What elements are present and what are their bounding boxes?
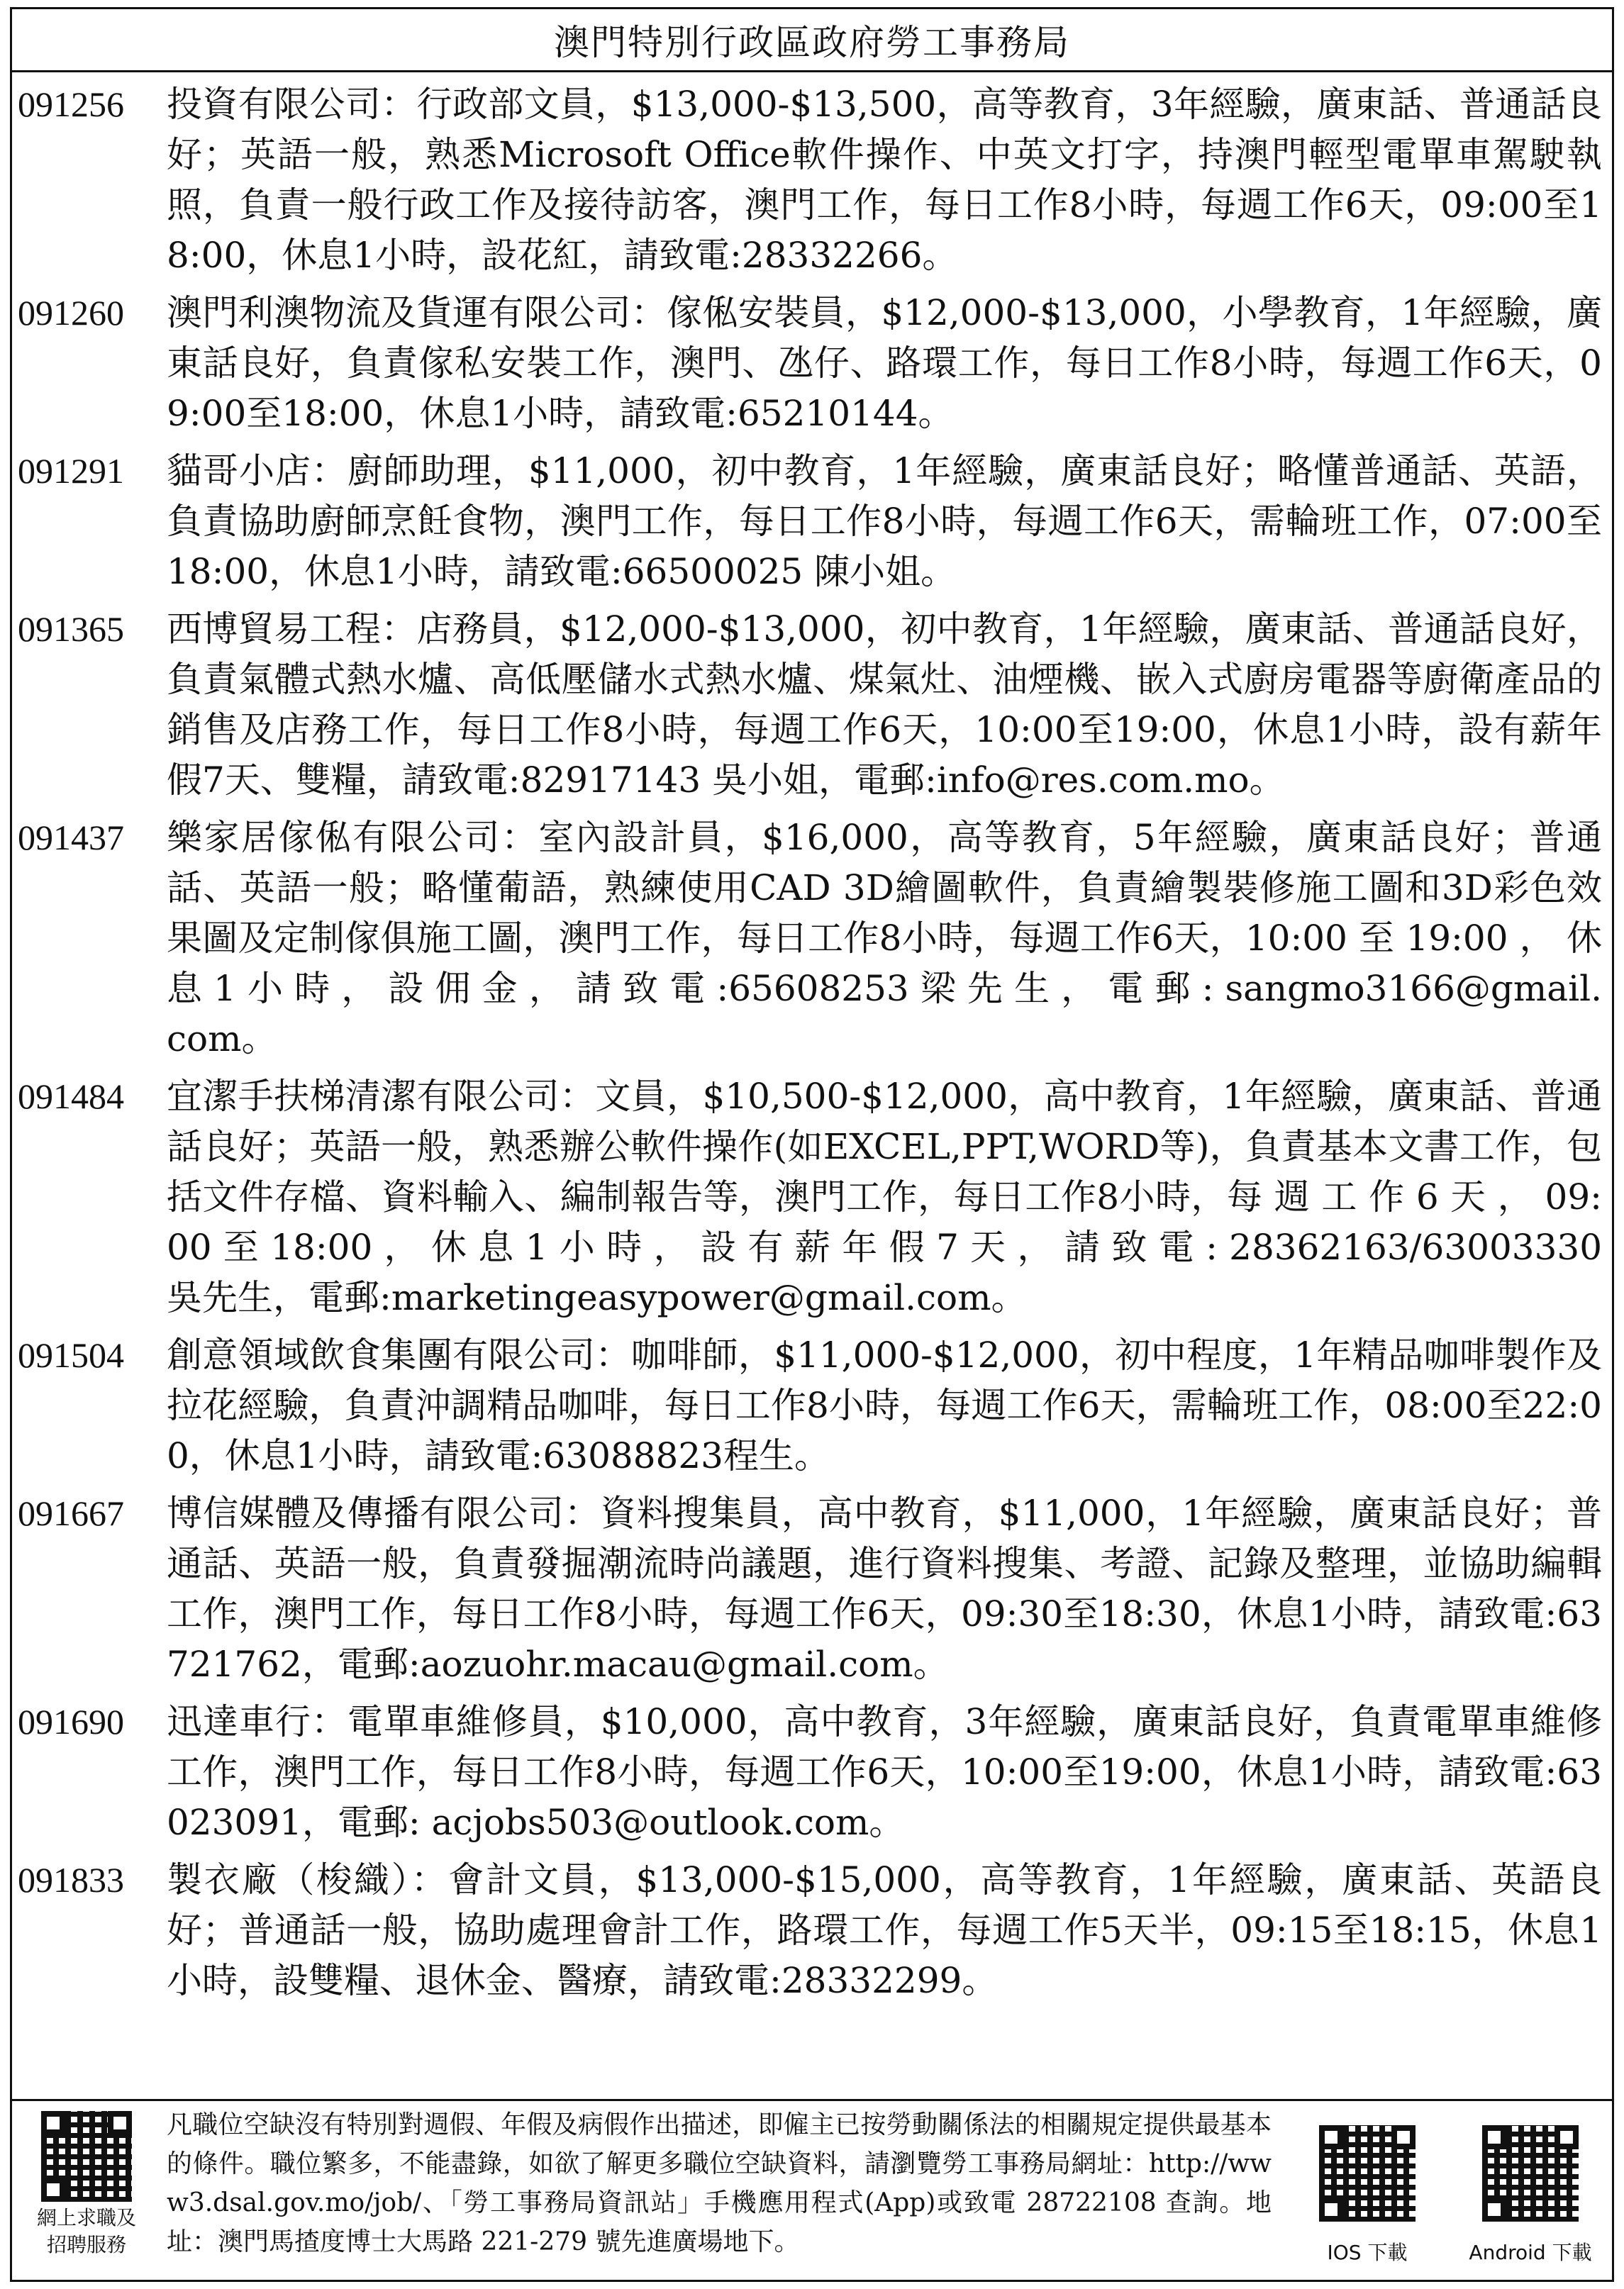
ios-download-label: IOS 下載 [1327,2241,1408,2264]
list-item [12,281,1612,439]
list-item [12,806,1612,1064]
footer-notice: 凡職位空缺沒有特別對週假、年假及病假作出描述，即僱主已按勞動關係法的相關規定提供最基本的條件。職位繁多，不能盡錄，如欲了解更多職位空缺資料，請瀏覽勞工事務局網址：http://www3.dsal.gov.mo/job/、「勞工事務局資訊站」手機應用程式(App)或致電 28722108 查詢。地址：澳門馬揸度博士大馬路 221-279 號先進廣場地下。 [167,2110,1272,2256]
job-description: 投資有限公司：行政部文員，$13,000-$13,500，高等教育，3年經驗，廣東話、普通話良好；英語一般，熟悉Microsoft Office軟件操作、中英文打字，持澳門輕型電單車駕駛執照，負責一般行政工作及接待訪客，澳門工作，每日工作8小時，每週工作6天，09:00至18:00，休息1小時，設花紅，請致電:28332266。 [167,84,1602,276]
qr-label-line-2: 招聘服務 [46,2233,126,2256]
list-item [12,72,1612,281]
list-item [12,1690,1612,1848]
job-description: 貓哥小店：廚師助理，$11,000，初中教育，1年經驗，廣東話良好；略懂普通話、英語，負責協助廚師烹飪食物，澳門工作，每日工作8小時，每週工作6天，需輪班工作，07:00至18:00，休息1小時，請致電:66500025 陳小姐。 [167,450,1602,592]
list-item [12,439,1612,597]
online-job-service-qr[interactable] [12,2101,161,2280]
job-code: 091484 [18,1076,124,1116]
list-item [12,597,1612,806]
page-title: 澳門特別行政區政府勞工事務局 [12,9,1612,72]
list-item [12,1848,1612,2006]
list-item [12,1064,1612,1323]
qr-code-icon[interactable] [1482,2125,1579,2222]
job-code: 091365 [18,609,124,649]
job-code: 091690 [18,1702,124,1742]
job-code: 091833 [18,1860,124,1900]
qr-label [37,2205,136,2259]
job-code: 091260 [18,293,124,333]
job-description: 澳門利澳物流及貨運有限公司：傢俬安裝員，$12,000-$13,000，小學教育，1年經驗，廣東話良好，負責傢私安裝工作，澳門、氹仔、路環工作，每日工作8小時，每週工作6天，09:00至18:00，休息1小時，請致電:65210144。 [167,292,1602,434]
job-code: 091437 [18,818,124,857]
job-description: 迅達車行：電單車維修員，$10,000，高中教育，3年經驗，廣東話良好，負責電單車維修工作，澳門工作，每日工作8小時，每週工作6天，10:00至19:00，休息1小時，請致電:63023091，電郵: acjobs503@outlook.com。 [167,1701,1602,1843]
list-item [12,1481,1612,1690]
job-description: 創意領域飲食集團有限公司：咖啡師，$11,000-$12,000，初中程度，1年精品咖啡製作及拉花經驗，負責沖調精品咖啡，每日工作8小時，每週工作6天，需輪班工作，08:00至22:00，休息1小時，請致電:63088823程生。 [167,1335,1602,1476]
qr-code-icon[interactable] [1319,2125,1416,2222]
job-description: 西博貿易工程：店務員，$12,000-$13,000，初中教育，1年經驗，廣東話、普通話良好，負責氣體式熱水爐、高低壓儲水式熱水爐、煤氣灶、油煙機、嵌入式廚房電器等廚衛產品的銷售及店務工作，每日工作8小時，每週工作6天，10:00至19:00，休息1小時，設有薪年假7天、雙糧，請致電:82917143 吳小姐，電郵:info@res.com.mo。 [167,608,1602,801]
android-download-qr[interactable] [1449,2101,1612,2280]
android-download-label: Android 下載 [1469,2241,1592,2264]
job-code: 091256 [18,84,124,124]
listing-container [12,72,1612,2006]
ios-download-qr[interactable] [1286,2101,1449,2280]
job-code: 091291 [18,451,124,491]
job-description: 博信媒體及傳播有限公司：資料搜集員，高中教育，$11,000，1年經驗，廣東話良好；普通話、英語一般，負責發掘潮流時尚議題，進行資料搜集、考證、記錄及整理，並協助編輯工作，澳門工作，每日工作8小時，每週工作6天，09:30至18:30，休息1小時，請致電:63721762，電郵:aozuohr.macau@gmail.com。 [167,1493,1602,1685]
footer [12,2099,1612,2280]
job-vacancy-sheet [10,7,1614,2282]
job-description: 樂家居傢俬有限公司：室內設計員，$16,000，高等教育，5年經驗，廣東話良好；普通話、英語一般；略懂葡語，熟練使用CAD 3D繪圖軟件，負責繪製裝修施工圖和3D彩色效果圖及定制傢俱施工圖，澳門工作，每日工作8小時，每週工作6天，10:00 至 19:00 ， 休 息 1 小 時 ， 設 佣 金 ， 請 致 電 :65608253 梁 先 生 ， 電 郵 : sangmo3166@gmail.com。 [167,817,1602,1059]
job-description: 宜潔手扶梯清潔有限公司：文員，$10,500-$12,000，高中教育，1年經驗，廣東話、普通話良好；英語一般，熟悉辦公軟件操作(如EXCEL,PPT,WORD等)，負責基本文書工作，包括文件存檔、資料輸入、編制報告等，澳門工作，每日工作8小時，每 週 工 作 6 天 ， 09:00 至 18:00 ， 休 息 1 小 時 ， 設 有 薪 年 假 7 天 ， 請 致 電 : 28362163/63003330 吳先生，電郵:marketingeasypower@gmail.com。 [167,1076,1602,1318]
list-item [12,1323,1612,1481]
job-description: 製衣廠（梭織）：會計文員，$13,000-$15,000，高等教育，1年經驗，廣東話、英語良好；普通話一般，協助處理會計工作，路環工作，每週工作5天半，09:15至18:15，休息1小時，設雙糧、退休金、醫療，請致電:28332299。 [167,1859,1602,2001]
job-code: 091667 [18,1493,124,1533]
job-code: 091504 [18,1335,124,1375]
qr-code-icon[interactable] [41,2111,132,2202]
qr-label-line-1: 網上求職及 [36,2206,136,2229]
